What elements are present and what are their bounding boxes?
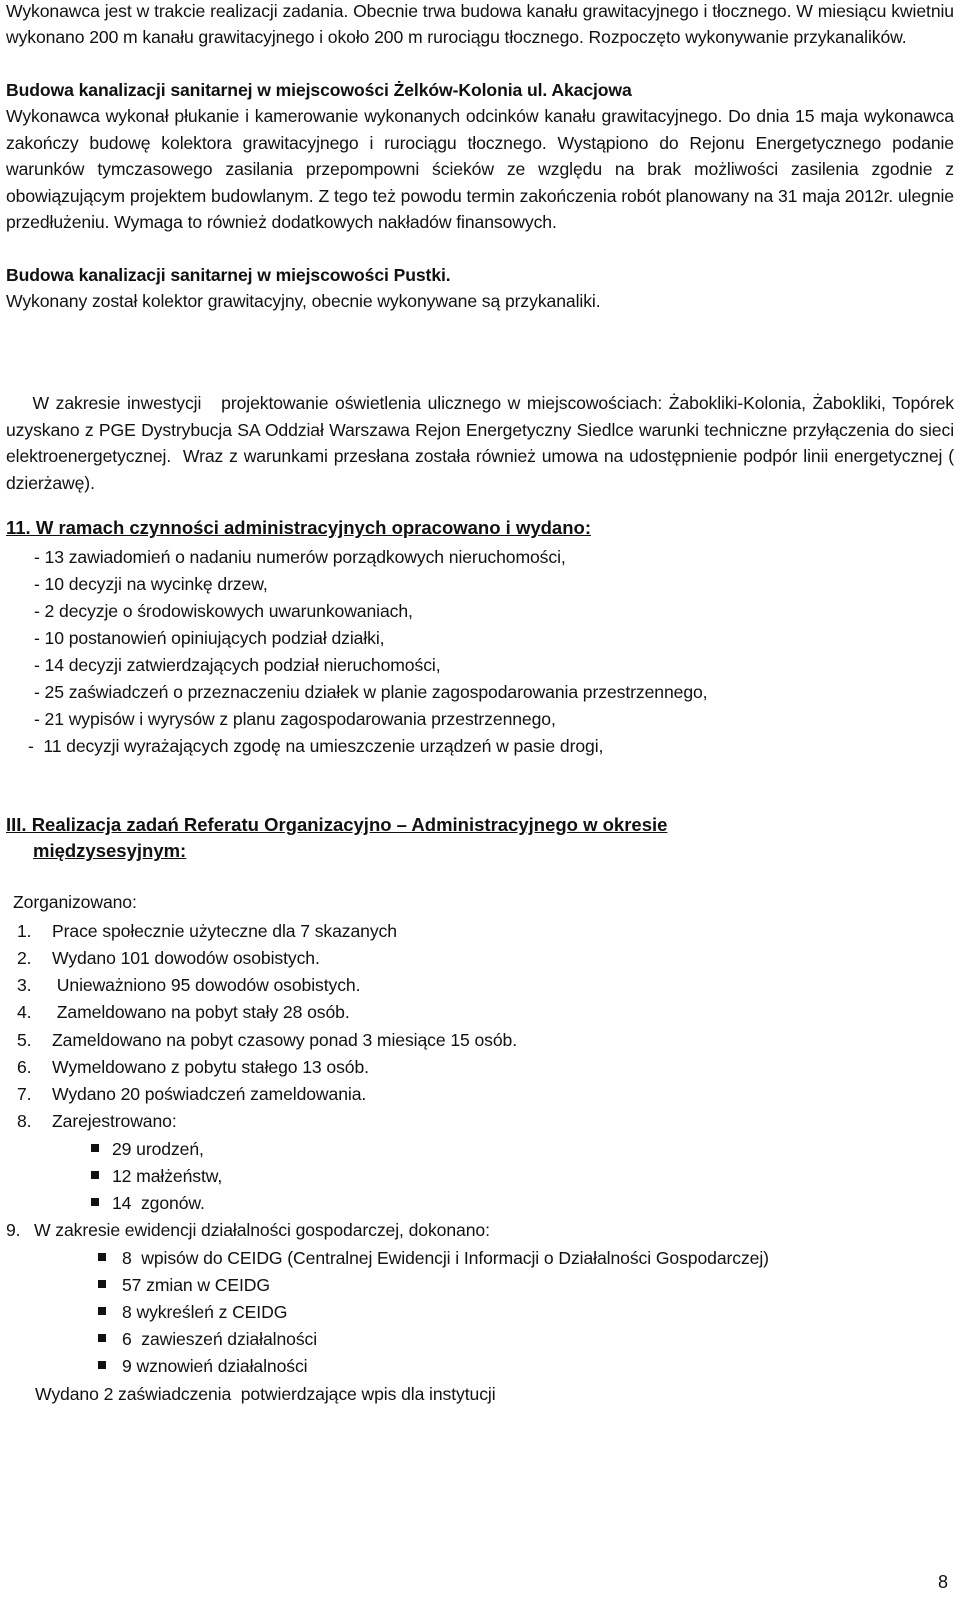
list-item-number: 3. (17, 975, 32, 995)
list-item-number: 6. (17, 1057, 32, 1077)
list-item: - 13 zawiadomień o nadaniu numerów porządkowych nieruchomości, (34, 547, 566, 567)
heading-section-III-cont: międzysesyjnym: (33, 840, 187, 861)
list-item-text: 29 urodzeń, (112, 1139, 204, 1159)
list-item: - 10 postanowień opiniujących podział działki, (34, 628, 385, 648)
bullet-square-icon (91, 1136, 99, 1162)
list-item-text: Prace społecznie użyteczne dla 7 skazanych (52, 921, 397, 941)
list-item-text: 6 zawieszeń działalności (122, 1329, 318, 1349)
list-item-number: 9. (6, 1220, 21, 1240)
bullet-square-icon (91, 1163, 99, 1189)
list-item-text: W zakresie ewidencji działalności gospodarczej, dokonano: (34, 1220, 490, 1240)
paragraph-construction-progress: Wykonawca jest w trakcie realizacji zadania. Obecnie trwa budowa kanału grawitacyjnego i tłocznego. W miesiącu kwietniu wykonano 200 m kanału grawitacyjnego i około 200 m rurociągu tłocznego. Rozpoczęto wykonywanie przykanalików. (6, 1, 954, 48)
list-item-text: Wydano 101 dowodów osobistych. (52, 948, 320, 968)
list-item-text: 57 zmian w CEIDG (122, 1275, 270, 1295)
list-item-text: 8 wpisów do CEIDG (Centralnej Ewidencji i Informacji o Działalności Gospodarczej) (122, 1248, 769, 1268)
bullet-square-icon (91, 1190, 99, 1216)
list-item-text: Wymeldowano z pobytu stałego 13 osób. (52, 1057, 369, 1077)
list-item-number: 2. (17, 948, 32, 968)
heading-section-11: 11. W ramach czynności administracyjnych opracowano i wydano: (6, 517, 591, 538)
bullet-square-icon (98, 1326, 106, 1352)
section-text-pustki: Wykonany został kolektor grawitacyjny, obecnie wykonywane są przykanaliki. (6, 291, 601, 312)
list-item-text: Wydano 20 poświadczeń zameldowania. (52, 1084, 367, 1104)
list-item: - 14 decyzji zatwierdzających podział nieruchomości, (34, 655, 441, 675)
list-item-text: 12 małżeństw, (112, 1166, 223, 1186)
list-item-text: Unieważniono 95 dowodów osobistych. (52, 975, 361, 995)
list-item: - 21 wypisów i wyrysów z planu zagospodarowania przestrzennego, (34, 709, 556, 729)
list-item-number: 5. (17, 1030, 32, 1050)
list-item-number: 1. (17, 921, 32, 941)
heading-section-III: III. Realizacja zadań Referatu Organizacyjno – Administracyjnego w okresie (6, 814, 668, 835)
section-title-pustki: Budowa kanalizacji sanitarnej w miejscowości Pustki. (6, 265, 451, 285)
closing-line: Wydano 2 zaświadczenia potwierdzające wpis dla instytucji (35, 1384, 496, 1404)
section-pustki (6, 262, 954, 315)
section-text-akacjowa: Wykonawca wykonał płukanie i kamerowanie wykonanych odcinków kanału grawitacyjnego. Do dnia 15 maja wykonawca zakończy budowę kolektora grawitacyjnego i rurociągu tłocznego. Wystąpiono do Rejonu Energetycznego podanie warunków tymczasowego zasilania przepompowni ścieków ze względu na brak możliwości zasilenia zgodnie z obowiązującym projektem budowlanym. Z tego też powodu termin zakończenia robót planowany na 31 maja 2012r. ulegnie przedłużeniu. Wymaga to również dodatkowych nakładów finansowych. (6, 106, 954, 233)
bullet-square-icon (98, 1245, 106, 1271)
list-item-number: 4. (17, 1002, 32, 1022)
list-item-text: 8 wykreśleń z CEIDG (122, 1302, 288, 1322)
list-item-text: Zameldowano na pobyt stały 28 osób. (52, 1002, 350, 1022)
list-item: - 11 decyzji wyrażających zgodę na umieszczenie urządzeń w pasie drogi, (28, 736, 604, 756)
bullet-square-icon (98, 1272, 106, 1298)
list-item-text: 14 zgonów. (112, 1193, 205, 1213)
list-item-text: 9 wznowień działalności (122, 1356, 308, 1376)
section-akacjowa (6, 77, 954, 235)
page-number: 8 (937, 1572, 948, 1592)
list-item: - 2 decyzje o środowiskowych uwarunkowaniach, (34, 601, 413, 621)
paragraph-street-lighting: W zakresie inwestycji projektowanie oświetlenia ulicznego w miejscowościach: Żabokliki-Kolonia, Żabokliki, Topórek uzyskano z PGE Dystrybucja SA Oddział Warszawa Rejon Energetyczny Siedlce warunki techniczne przyłączenia do sieci elektroenergetycznej. Wraz z warunkami przesłana została również umowa na udostępnienie podpór linii energetycznej ( dzierżawę). (6, 393, 959, 493)
list-item: - 10 decyzji na wycinkę drzew, (34, 574, 268, 594)
intro-organized: Zorganizowano: (13, 892, 137, 912)
bullet-square-icon (98, 1299, 106, 1325)
list-item-number: 8. (17, 1111, 32, 1131)
list-item-text: Zameldowano na pobyt czasowy ponad 3 miesiące 15 osób. (52, 1030, 518, 1050)
bullet-square-icon (98, 1353, 106, 1379)
list-item-text: Zarejestrowano: (52, 1111, 177, 1131)
list-item: - 25 zaświadczeń o przeznaczeniu działek w planie zagospodarowania przestrzennego, (34, 682, 708, 702)
list-item-number: 7. (17, 1084, 32, 1104)
section-title-akacjowa: Budowa kanalizacji sanitarnej w miejscowości Żelków-Kolonia ul. Akacjowa (6, 80, 632, 100)
